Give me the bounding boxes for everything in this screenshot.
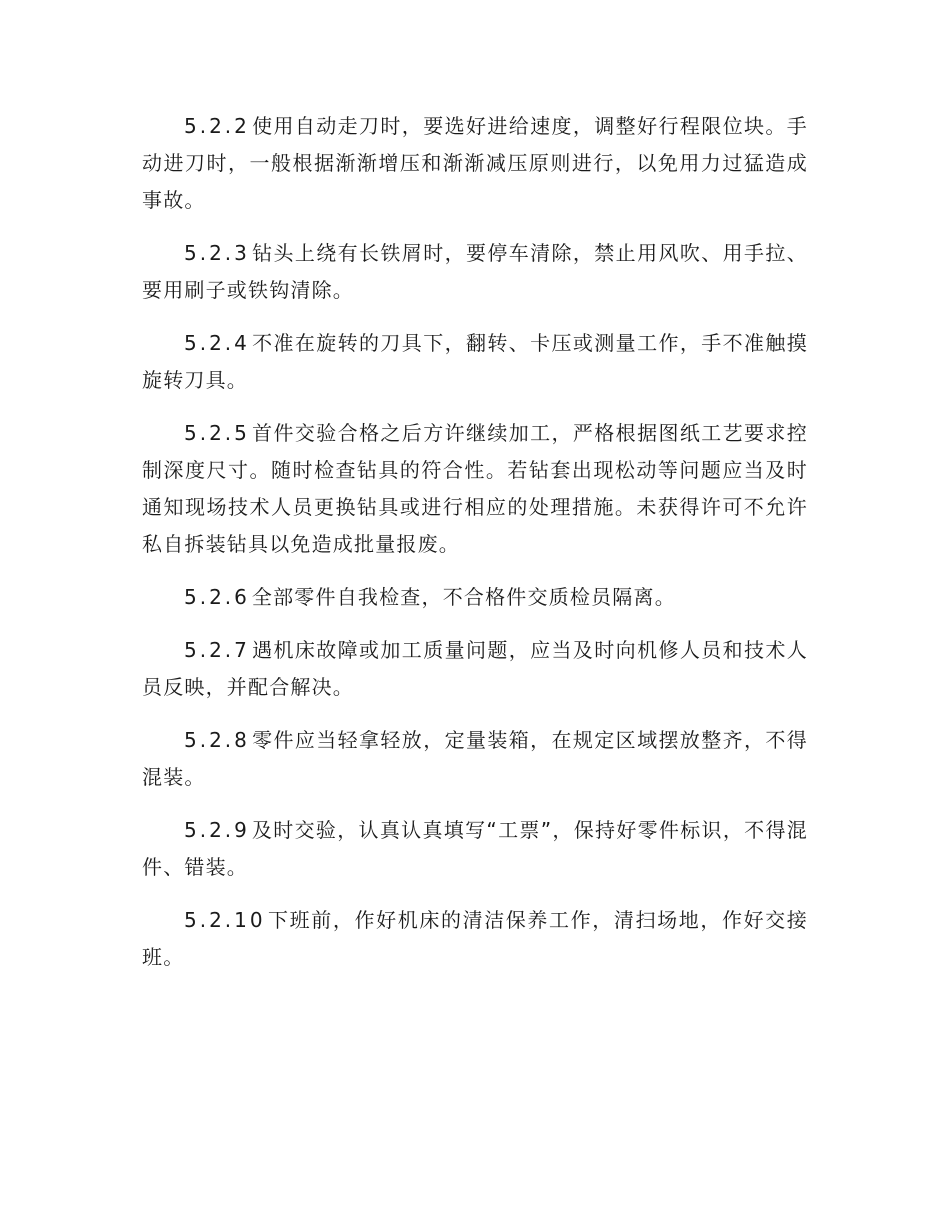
clause-number: 5.2.9 bbox=[184, 818, 250, 842]
clause-number: 5.2.6 bbox=[184, 585, 250, 609]
paragraph-5-2-8 bbox=[142, 722, 808, 796]
clause-text: 不准在旋转的刀具下，翻转、卡压或测量工作，手不准触摸旋转刀具。 bbox=[142, 331, 808, 392]
clause-number: 5.2.3 bbox=[184, 241, 250, 265]
clause-number: 5.2.10 bbox=[184, 908, 266, 932]
clause-number: 5.2.4 bbox=[184, 331, 250, 355]
clause-number: 5.2.2 bbox=[184, 114, 250, 138]
paragraph-5-2-5 bbox=[142, 415, 808, 563]
clause-text: 遇机床故障或加工质量问题，应当及时向机修人员和技术人员反映，并配合解决。 bbox=[142, 638, 808, 699]
clause-text: 首件交验合格之后方许继续加工，严格根据图纸工艺要求控制深度尺寸。随时检查钻具的符合性。若钻套出现松动等问题应当及时通知现场技术人员更换钻具或进行相应的处理措施。未获得许可不允许私自拆装钻具以免造成批量报废。 bbox=[142, 421, 808, 556]
clause-number: 5.2.5 bbox=[184, 421, 250, 445]
clause-number: 5.2.7 bbox=[184, 638, 250, 662]
clause-text: 下班前，作好机床的清洁保养工作，清扫场地，作好交接班。 bbox=[142, 908, 808, 969]
clause-text: 零件应当轻拿轻放，定量装箱，在规定区域摆放整齐，不得混装。 bbox=[142, 728, 808, 789]
paragraph-5-2-9 bbox=[142, 812, 808, 886]
paragraph-5-2-3 bbox=[142, 235, 808, 309]
clause-number: 5.2.8 bbox=[184, 728, 250, 752]
clause-text: 全部零件自我检查，不合格件交质检员隔离。 bbox=[251, 585, 676, 609]
paragraph-5-2-2 bbox=[142, 108, 808, 219]
paragraph-5-2-10 bbox=[142, 902, 808, 976]
document-body bbox=[142, 108, 808, 992]
clause-text: 及时交验，认真认真填写“工票”，保持好零件标识，不得混件、错装。 bbox=[142, 818, 808, 879]
paragraph-5-2-6 bbox=[142, 579, 808, 616]
clause-text: 使用自动走刀时，要选好进给速度，调整好行程限位块。手动进刀时，一般根据渐渐增压和渐渐减压原则进行，以免用力过猛造成事故。 bbox=[142, 114, 808, 212]
clause-text: 钻头上绕有长铁屑时，要停车清除，禁止用风吹、用手拉、要用刷子或铁钩清除。 bbox=[142, 241, 808, 302]
paragraph-5-2-4 bbox=[142, 325, 808, 399]
paragraph-5-2-7 bbox=[142, 632, 808, 706]
